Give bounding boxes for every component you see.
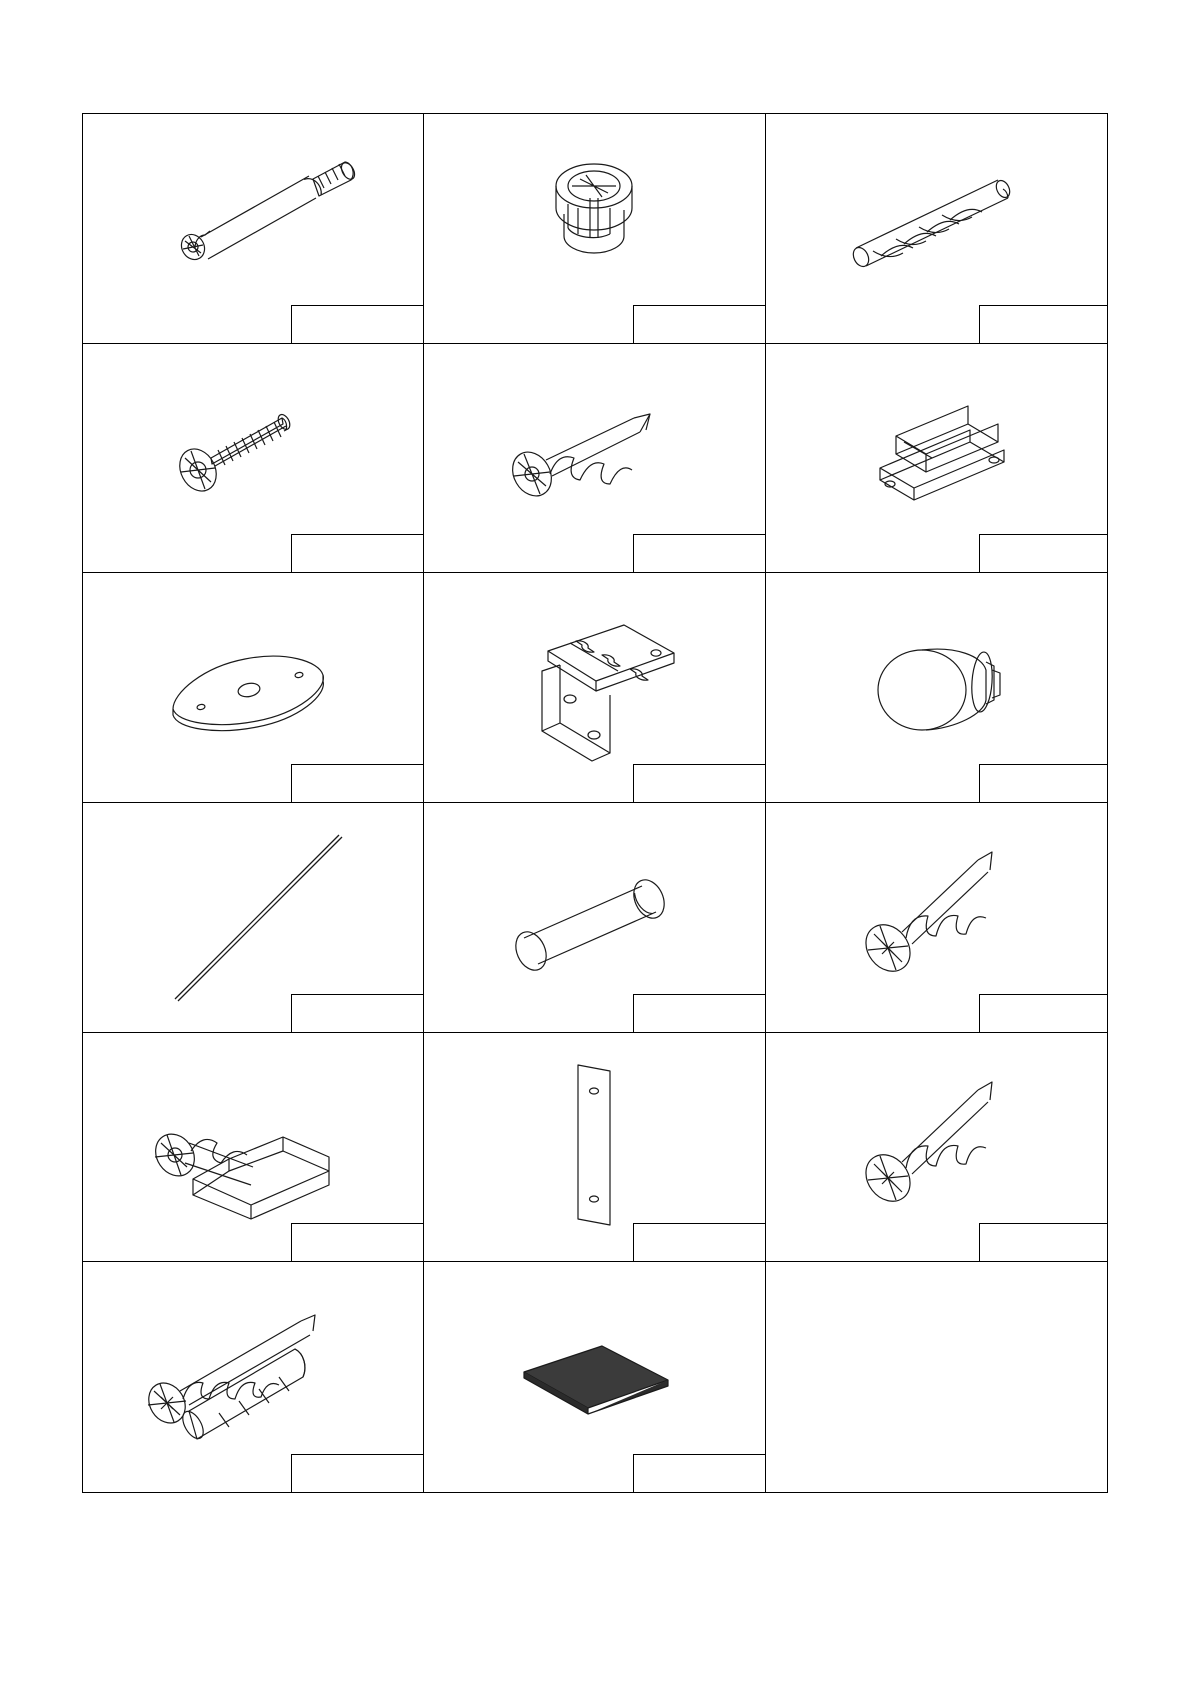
- part-label-17: [633, 1454, 765, 1492]
- part-label-15: [979, 1223, 1107, 1261]
- part-cell-1: [83, 114, 424, 344]
- part-cell-7: [83, 573, 424, 803]
- part-label-4: [291, 534, 423, 572]
- part-cell-6: [766, 344, 1107, 574]
- empty-icon: [766, 1262, 1107, 1492]
- part-label-8: [633, 764, 765, 802]
- part-cell-13: [83, 1033, 424, 1263]
- part-label-12: [979, 994, 1107, 1032]
- part-label-5: [633, 534, 765, 572]
- part-cell-15: [766, 1033, 1107, 1263]
- part-cell-4: [83, 344, 424, 574]
- part-cell-3: [766, 114, 1107, 344]
- part-label-7: [291, 764, 423, 802]
- part-label-9: [979, 764, 1107, 802]
- part-cell-12: [766, 803, 1107, 1033]
- part-label-1: [291, 305, 423, 343]
- part-cell-11: [424, 803, 765, 1033]
- part-cell-10: [83, 803, 424, 1033]
- part-cell-5: [424, 344, 765, 574]
- part-cell-9: [766, 573, 1107, 803]
- part-cell-17: [424, 1262, 765, 1492]
- part-label-2: [633, 305, 765, 343]
- part-label-10: [291, 994, 423, 1032]
- part-label-13: [291, 1223, 423, 1261]
- part-label-16: [291, 1454, 423, 1492]
- part-label-6: [979, 534, 1107, 572]
- part-cell-14: [424, 1033, 765, 1263]
- part-label-14: [633, 1223, 765, 1261]
- part-label-3: [979, 305, 1107, 343]
- part-cell-2: [424, 114, 765, 344]
- part-label-11: [633, 994, 765, 1032]
- part-cell-16: [83, 1262, 424, 1492]
- part-cell-18: [766, 1262, 1107, 1492]
- part-cell-8: [424, 573, 765, 803]
- parts-grid: [82, 113, 1108, 1493]
